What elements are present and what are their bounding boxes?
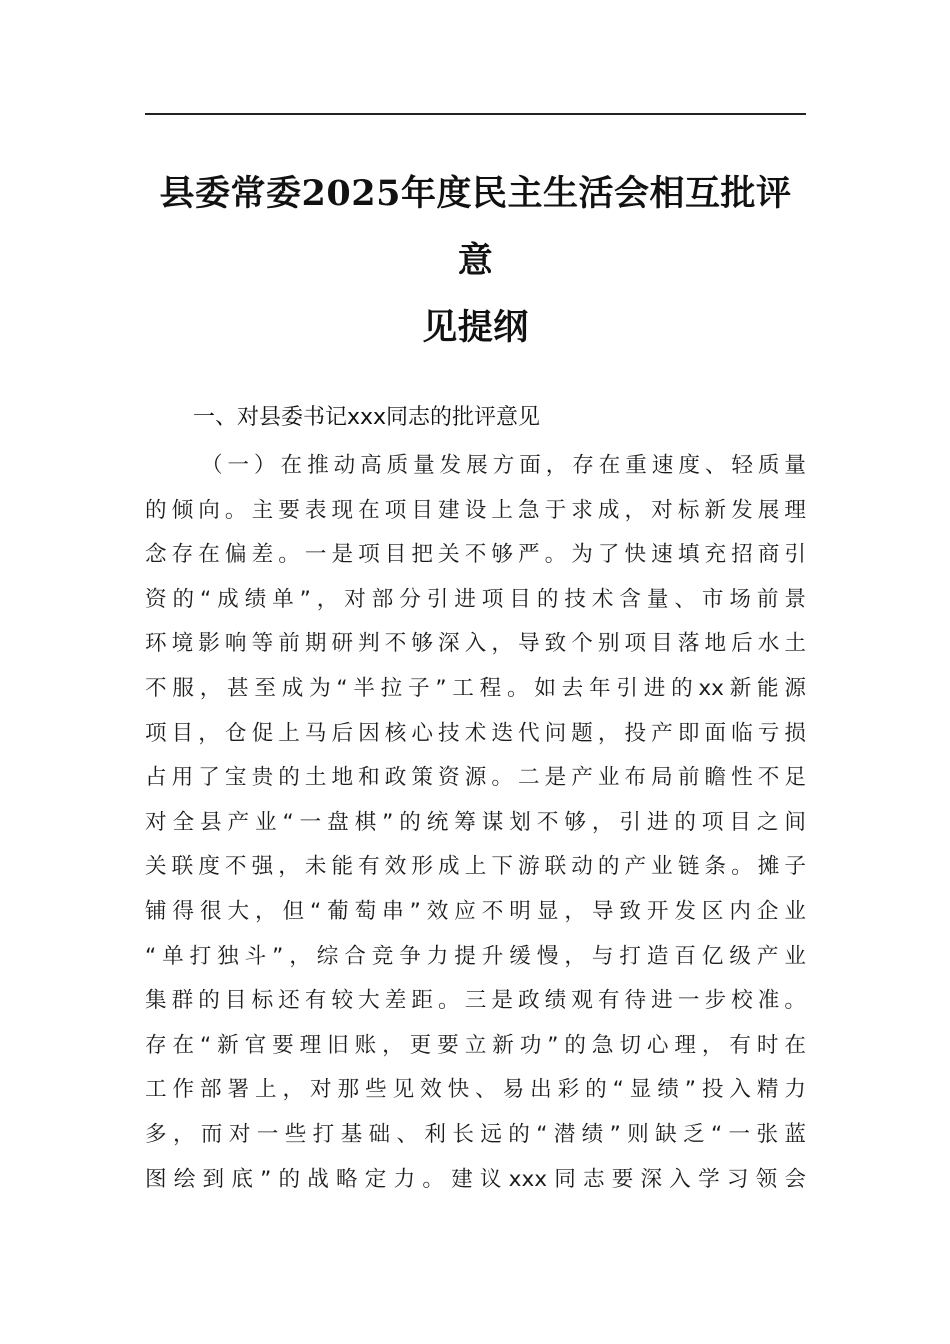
body-line: 图绘到底”的战略定力。建议xxx同志要深入学习领会 — [145, 1166, 806, 1192]
body-line: 占用了宝贵的土地和政策资源。二是产业布局前瞻性不足 — [145, 765, 806, 791]
body-line: 铺得很大，但“葡萄串”效应不明显，导致开发区内企业 — [145, 898, 806, 924]
body-line: 的倾向。主要表现在项目建设上急于求成，对标新发展理 — [145, 497, 806, 523]
body-line: 集群的目标还有较大差距。三是政绩观有待进一步校准。 — [145, 988, 806, 1014]
body-line: 多，而对一些打基础、利长远的“潜绩”则缺乏“一张蓝 — [145, 1121, 806, 1147]
document-title — [145, 160, 806, 361]
body-line: 存在“新官要理旧账，更要立新功”的急切心理，有时在 — [145, 1032, 806, 1058]
body-paragraph — [145, 444, 806, 1202]
body-line: （一）在推动高质量发展方面，存在重速度、轻质量 — [201, 453, 806, 478]
section-heading: 一、对县委书记xxx同志的批评意见 — [193, 405, 541, 430]
body-line: 不服，甚至成为“半拉子”工程。如去年引进的xx新能源 — [145, 675, 806, 701]
body-line: 环境影响等前期研判不够深入，导致个别项目落地后水土 — [145, 631, 806, 657]
body-line: 关联度不强，未能有效形成上下游联动的产业链条。摊子 — [145, 854, 806, 880]
body-line: 项目，仓促上马后因核心技术迭代问题，投产即面临亏损 — [145, 720, 806, 746]
header-rule — [145, 113, 806, 115]
body-line: 对全县产业“一盘棋”的统筹谋划不够，引进的项目之间 — [145, 809, 806, 835]
body-line: 资的“成绩单”，对部分引进项目的技术含量、市场前景 — [145, 586, 806, 612]
title-line-2: 见提纲 — [422, 307, 529, 348]
body-line: 工作部署上，对那些见效快、易出彩的“显绩”投入精力 — [145, 1077, 806, 1103]
body-line: 念存在偏差。一是项目把关不够严。为了快速填充招商引 — [145, 542, 806, 568]
body-line: “单打独斗”，综合竞争力提升缓慢，与打造百亿级产业 — [145, 943, 806, 969]
title-line-1: 县委常委2025年度民主生活会相互批评意 — [159, 173, 792, 281]
